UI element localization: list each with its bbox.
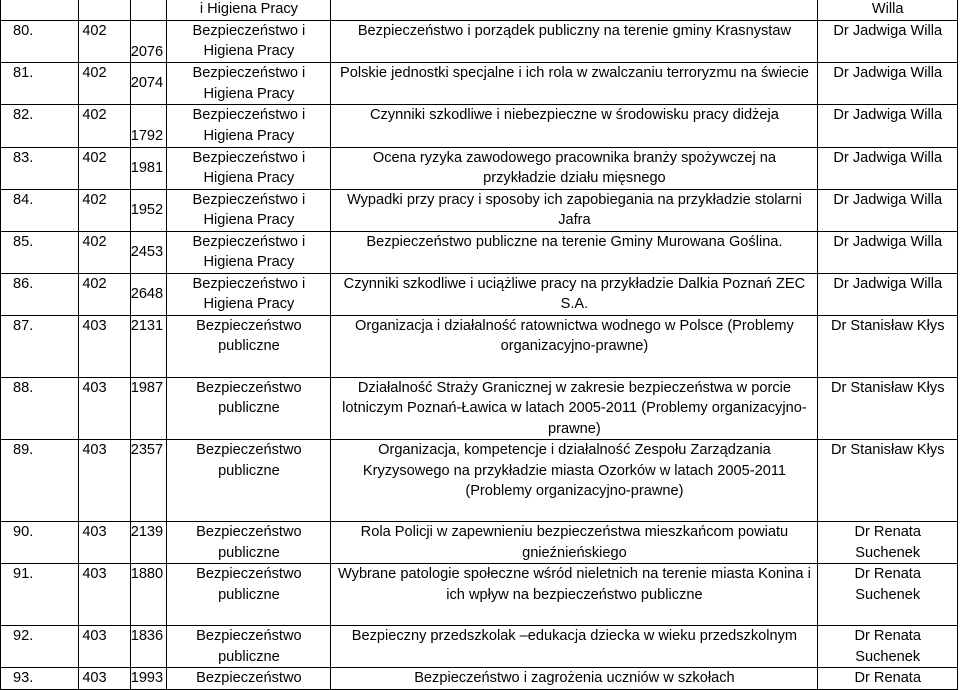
title-cell: Bezpieczny przedszkolak –edukacja dziecka w wieku przedszkolnym (331, 626, 818, 668)
row-number: 86. (1, 273, 79, 315)
table-row (1, 273, 958, 315)
row-number: 91. (1, 564, 79, 626)
thesis-code: 2074 (130, 63, 167, 105)
row-number: 88. (1, 377, 79, 440)
title-cell (331, 0, 818, 20)
dept-code: 402 (79, 63, 130, 105)
table-row (1, 20, 958, 63)
subject-cell: Bezpieczeństwo i Higiena Pracy (167, 105, 331, 148)
thesis-code: 1993 (130, 668, 167, 690)
subject-cell: Bezpieczeństwo (167, 668, 331, 690)
supervisor-cell: Dr Jadwiga Willa (818, 105, 958, 148)
dept-code: 402 (79, 147, 130, 189)
title-cell: Ocena ryzyka zawodowego pracownika branży spożywczej na przykładzie działu mięsnego (331, 147, 818, 189)
supervisor-cell: Dr Stanisław Kłys (818, 377, 958, 440)
thesis-code: 1987 (130, 377, 167, 440)
subject-cell: Bezpieczeństwo publiczne (167, 440, 331, 522)
row-number: 89. (1, 440, 79, 522)
supervisor-cell: Dr Jadwiga Willa (818, 20, 958, 63)
num-cell (1, 0, 79, 20)
table-row (1, 564, 958, 626)
supervisor-cell: Dr Renata Suchenek (818, 564, 958, 626)
title-cell: Działalność Straży Granicznej w zakresie bezpieczeństwa w porcie lotniczym Poznań-Ławica w latach 2005-2011 (Problemy organizacyjno-prawne) (331, 377, 818, 440)
title-cell: Wybrane patologie społeczne wśród nieletnich na terenie miasta Konina i ich wpływ na bezpieczeństwo publiczne (331, 564, 818, 626)
supervisor-cell: Dr Stanisław Kłys (818, 440, 958, 522)
subject-cell: Bezpieczeństwo i Higiena Pracy (167, 273, 331, 315)
title-cell: Wypadki przy pracy i sposoby ich zapobiegania na przykładzie stolarni Jafra (331, 189, 818, 231)
row-number: 87. (1, 315, 79, 377)
thesis-code: 1792 (130, 105, 167, 148)
supervisor-cell: Dr Renata Suchenek (818, 522, 958, 564)
title-cell: Bezpieczeństwo i porządek publiczny na terenie gminy Krasnystaw (331, 20, 818, 63)
supervisor-cell: Dr Stanisław Kłys (818, 315, 958, 377)
subject-cell: Bezpieczeństwo i Higiena Pracy (167, 147, 331, 189)
dept-code: 403 (79, 522, 130, 564)
title-cell: Czynniki szkodliwe i niebezpieczne w środowisku pracy didżeja (331, 105, 818, 148)
row-number: 80. (1, 20, 79, 63)
row-number: 81. (1, 63, 79, 105)
supervisor-cell: Dr Jadwiga Willa (818, 147, 958, 189)
title-cell: Organizacja, kompetencje i działalność Zespołu Zarządzania Kryzysowego na przykładzie miasta Ozorków w latach 2005-2011 (Problemy organizacyjno-prawne) (331, 440, 818, 522)
dept-code: 403 (79, 377, 130, 440)
title-cell: Rola Policji w zapewnieniu bezpieczeństwa mieszkańcom powiatu gnieźnieńskiego (331, 522, 818, 564)
subject-cell: Bezpieczeństwo publiczne (167, 626, 331, 668)
thesis-code: 2076 (130, 20, 167, 63)
title-cell: Bezpieczeństwo i zagrożenia uczniów w szkołach (331, 668, 818, 690)
subject-cell: Bezpieczeństwo publiczne (167, 315, 331, 377)
subject-cell: Bezpieczeństwo publiczne (167, 377, 331, 440)
supervisor-cell: Dr Jadwiga Willa (818, 231, 958, 273)
dept-code: 402 (79, 231, 130, 273)
row-number: 82. (1, 105, 79, 148)
supervisor-cell: Dr Jadwiga Willa (818, 189, 958, 231)
table-row (1, 440, 958, 522)
supervisor-cell: Dr Jadwiga Willa (818, 273, 958, 315)
thesis-code: 2139 (130, 522, 167, 564)
supervisor-cell: Dr Renata (818, 668, 958, 690)
dept-code: 402 (79, 105, 130, 148)
code-cell (130, 0, 167, 20)
subject-cell: Bezpieczeństwo i Higiena Pracy (167, 20, 331, 63)
row-number: 92. (1, 626, 79, 668)
dept-code: 403 (79, 668, 130, 690)
dept-code: 402 (79, 189, 130, 231)
title-cell: Organizacja i działalność ratownictwa wodnego w Polsce (Problemy organizacyjno-prawne) (331, 315, 818, 377)
dept-code: 402 (79, 273, 130, 315)
table-row (1, 668, 958, 690)
subject-cell: i Higiena Pracy (167, 0, 331, 20)
subject-cell: Bezpieczeństwo i Higiena Pracy (167, 63, 331, 105)
title-cell: Polskie jednostki specjalne i ich rola w zwalczaniu terroryzmu na świecie (331, 63, 818, 105)
thesis-code: 1952 (130, 189, 167, 231)
title-cell: Czynniki szkodliwe i uciążliwe pracy na przykładzie Dalkia Poznań ZEC S.A. (331, 273, 818, 315)
table-row (1, 231, 958, 273)
table-row (1, 63, 958, 105)
title-cell: Bezpieczeństwo publiczne na terenie Gminy Murowana Goślina. (331, 231, 818, 273)
thesis-code: 2131 (130, 315, 167, 377)
thesis-code: 1880 (130, 564, 167, 626)
supervisor-cell: Dr Renata Suchenek (818, 626, 958, 668)
thesis-code: 1981 (130, 147, 167, 189)
row-number: 84. (1, 189, 79, 231)
table-row (1, 315, 958, 377)
row-number: 85. (1, 231, 79, 273)
thesis-code: 2453 (130, 231, 167, 273)
dept-code: 403 (79, 315, 130, 377)
subject-cell: Bezpieczeństwo i Higiena Pracy (167, 231, 331, 273)
subject-cell: Bezpieczeństwo publiczne (167, 564, 331, 626)
thesis-code: 2648 (130, 273, 167, 315)
row-number: 93. (1, 668, 79, 690)
dept-code: 403 (79, 440, 130, 522)
dept-cell (79, 0, 130, 20)
dept-code: 402 (79, 20, 130, 63)
dept-code: 403 (79, 564, 130, 626)
supervisor-cell: Dr Jadwiga Willa (818, 63, 958, 105)
table-row (1, 522, 958, 564)
table-row (1, 377, 958, 440)
row-number: 90. (1, 522, 79, 564)
thesis-code: 1836 (130, 626, 167, 668)
thesis-code: 2357 (130, 440, 167, 522)
table-row (1, 0, 958, 20)
dept-code: 403 (79, 626, 130, 668)
row-number: 83. (1, 147, 79, 189)
table-row (1, 626, 958, 668)
table-row (1, 105, 958, 148)
subject-cell: Bezpieczeństwo i Higiena Pracy (167, 189, 331, 231)
subject-cell: Bezpieczeństwo publiczne (167, 522, 331, 564)
table-row (1, 147, 958, 189)
supervisor-cell: Willa (818, 0, 958, 20)
table-row (1, 189, 958, 231)
